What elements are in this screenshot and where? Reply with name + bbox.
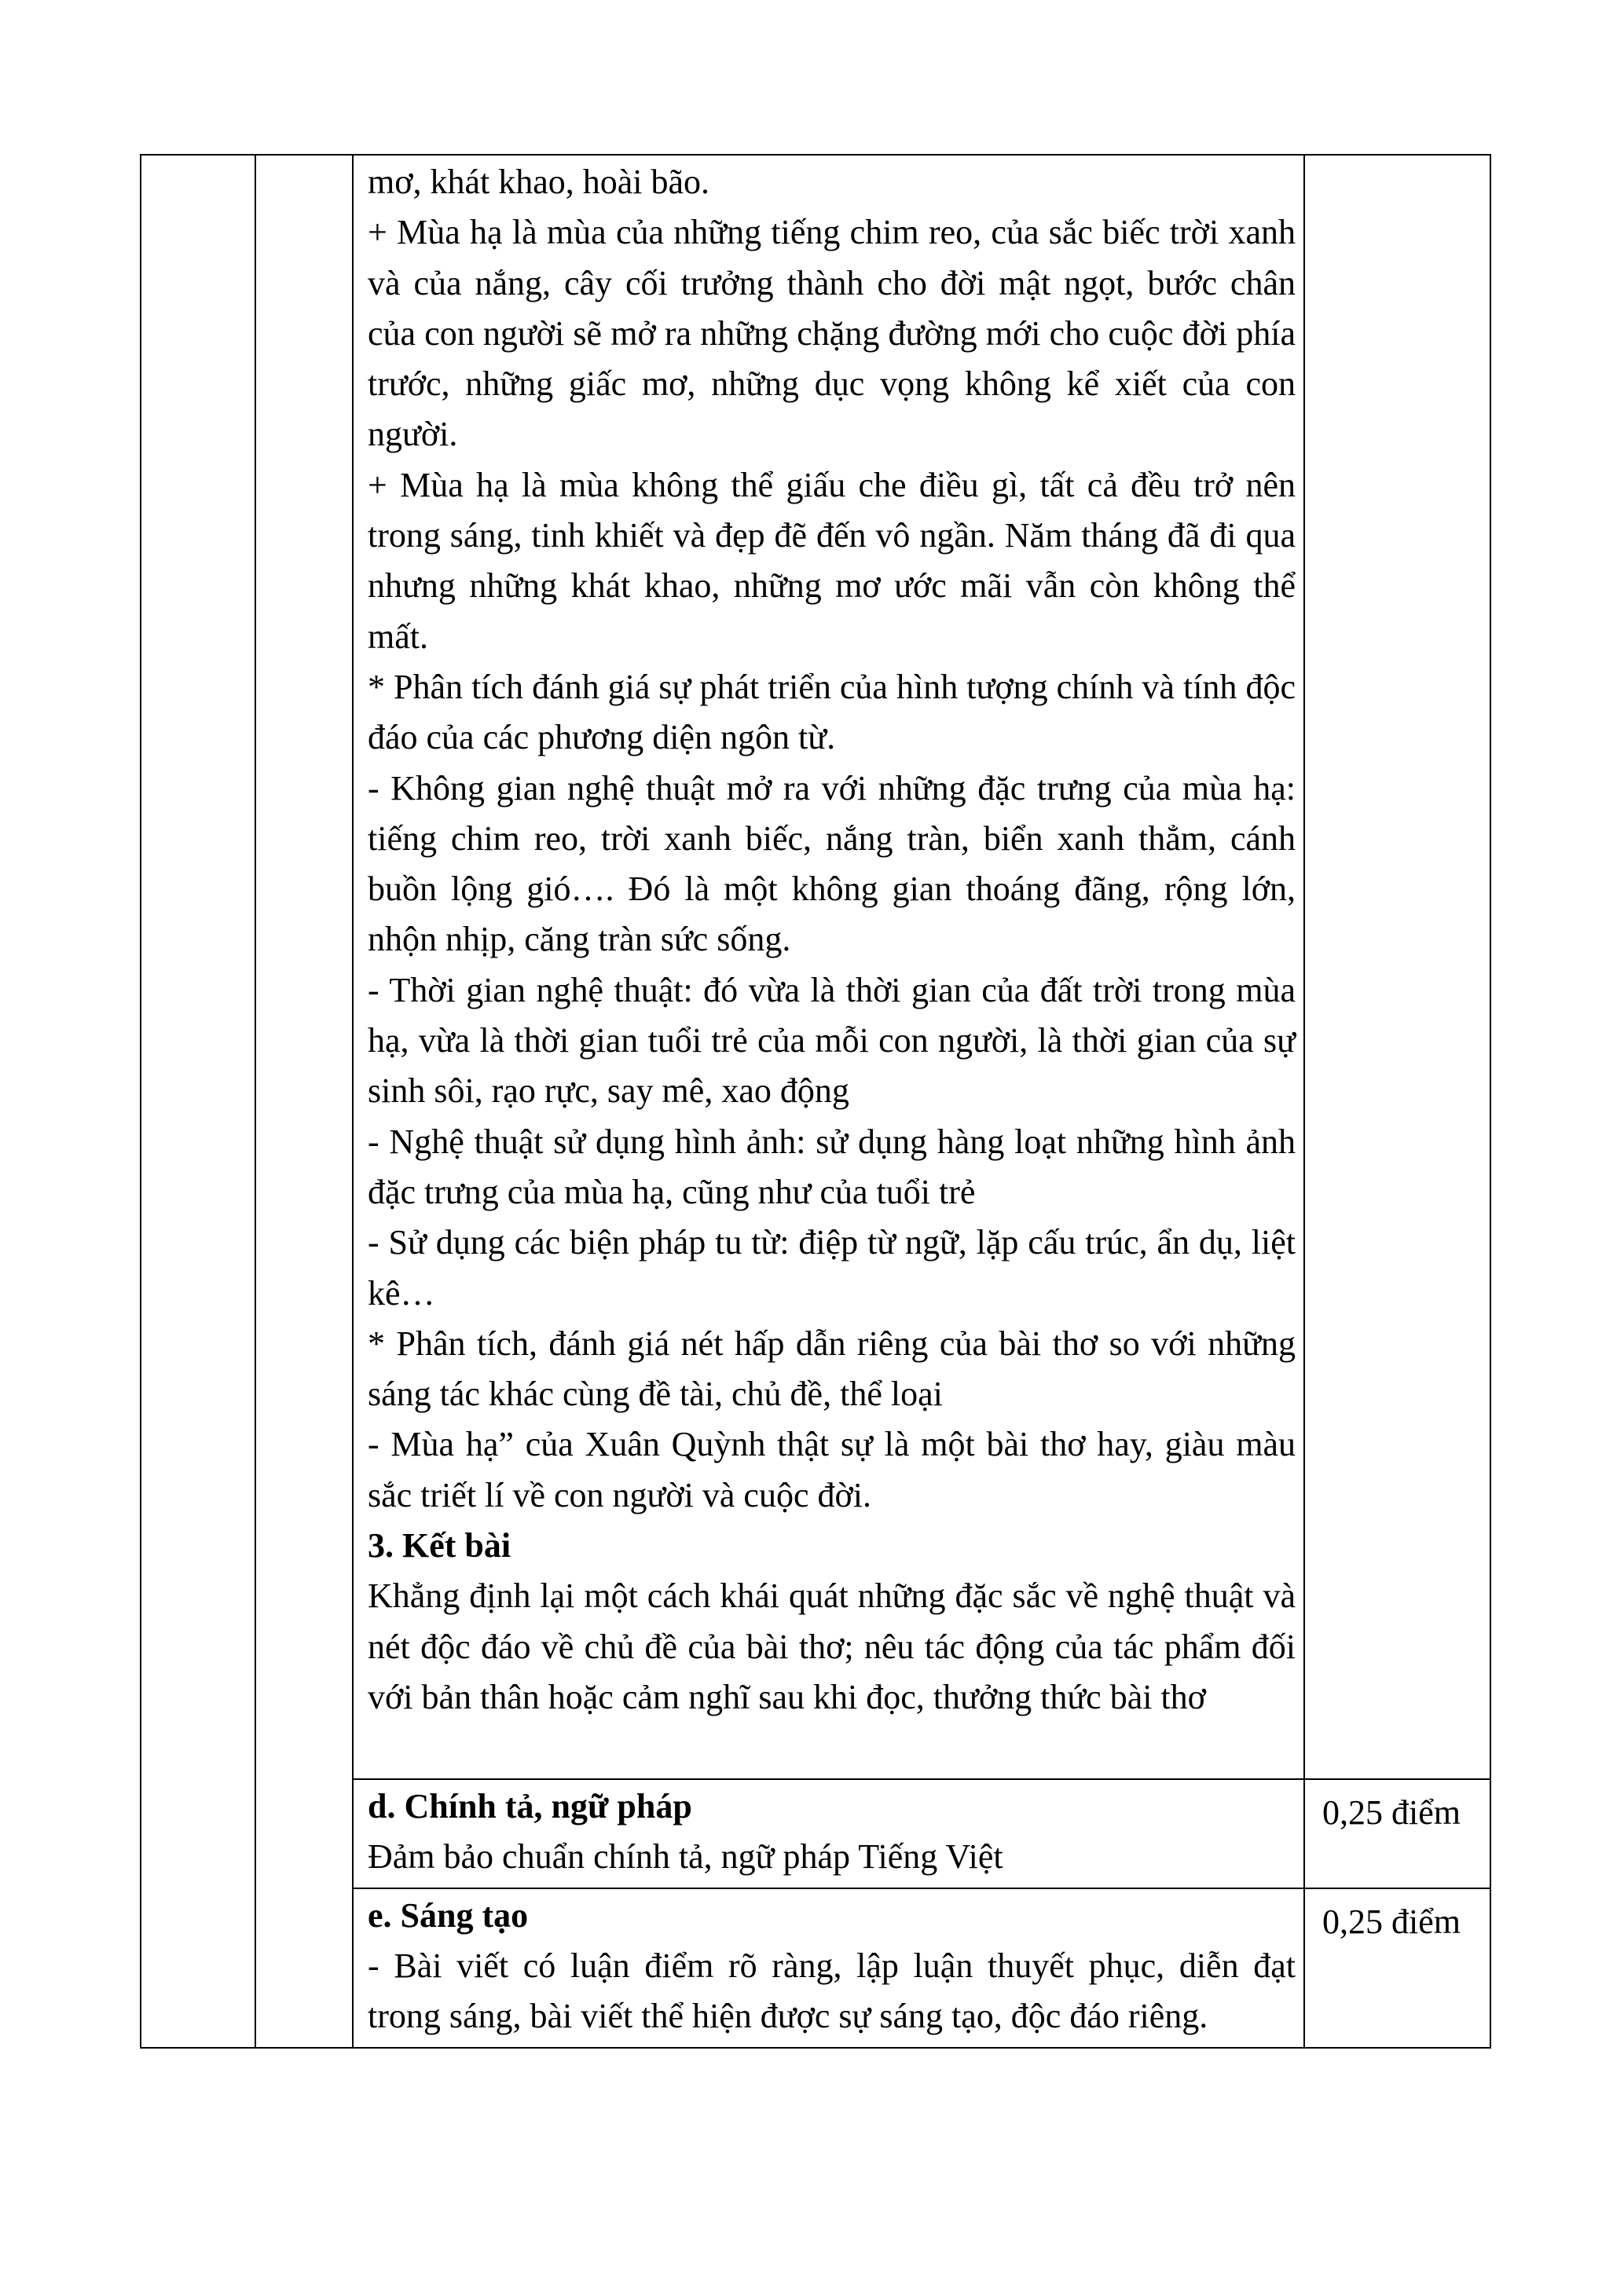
paragraph-hinh-tuong: * Phân tích đánh giá sự phát triển của hình tượng chính và tính độc đáo của các phương diện ngôn từ.: [368, 667, 1296, 757]
content-cell-creativity: [353, 1888, 1304, 2048]
paragraph-tu-tu: - Sử dụng các biện pháp tu từ: điệp từ ngữ, lặp cấu trúc, ẩn dụ, liệt kê…: [368, 1223, 1296, 1313]
content-cell-spelling: [353, 1779, 1304, 1888]
question-number-cell: [141, 155, 255, 2048]
paragraph-hinh-anh: - Nghệ thuật sử dụng hình ảnh: sử dụng hàng loạt những hình ảnh đặc trưng của mùa hạ, cũng như của tuổi trẻ: [368, 1122, 1296, 1211]
paragraph-xuan-quynh: - Mùa hạ” của Xuân Quỳnh thật sự là một bài thơ hay, giàu màu sắc triết lí về con người và cuộc đời.: [368, 1425, 1296, 1514]
paragraph-hap-dan: * Phân tích, đánh giá nét hấp dẫn riêng của bài thơ so với những sáng tác khác cùng đề tài, chủ đề, thể loại: [368, 1324, 1296, 1414]
spelling-heading: d. Chính tả, ngữ pháp: [368, 1787, 692, 1825]
paragraph-hoai-bao: mơ, khát khao, hoài bão.: [368, 163, 710, 201]
spelling-score: 0,25 điểm: [1322, 1793, 1461, 1832]
score-cell-creativity: [1304, 1888, 1490, 2048]
creativity-text: - Bài viết có luận điểm rõ ràng, lập luận thuyết phục, diễn đạt trong sáng, bài viết thể hiện được sự sáng tạo, độc đáo riêng.: [368, 1946, 1296, 2036]
creativity-score: 0,25 điểm: [1322, 1902, 1461, 1941]
creativity-heading: e. Sáng tạo: [368, 1895, 529, 1935]
score-cell-main: [1304, 155, 1490, 1779]
spelling-text: Đảm bảo chuẩn chính tả, ngữ pháp Tiếng Việt: [368, 1837, 1003, 1877]
conclusion-heading: 3. Kết bài: [368, 1526, 511, 1565]
paragraph-tieng-chim: + Mùa hạ là mùa của những tiếng chim reo, của sắc biếc trời xanh và của nắng, cây cối trưởng thành cho đời mật ngọt, bước chân của con người sẽ mở ra những chặng đường mới cho cuộc đời phía trước, những giấc mơ, những dục vọng không kể xiết của con người.: [368, 213, 1296, 454]
paragraph-thoi-gian: - Thời gian nghệ thuật: đó vừa là thời gian của đất trời trong mùa hạ, vừa là thời gian tuổi trẻ của mỗi con người, là thời gian của sự sinh sôi, rạo rực, say mê, xao động: [368, 970, 1296, 1111]
section-cell: [255, 155, 353, 2048]
score-cell-spelling: [1304, 1779, 1490, 1888]
paragraph-khong-gian: - Không gian nghệ thuật mở ra với những đặc trưng của mùa hạ: tiếng chim reo, trời xanh biếc, nắng tràn, biển xanh thẳm, cánh buồn lộng gió…. Đó là một không gian thoáng đãng, rộng lớn, nhộn nhịp, căng tràn sức sống.: [368, 768, 1296, 959]
conclusion-text: Khẳng định lại một cách khái quát những đặc sắc về nghệ thuật và nét độc đáo về chủ đề của bài thơ; nêu tác động của tác phẩm đối với bản thân hoặc cảm nghĩ sau khi đọc, thưởng thức bài thơ: [368, 1576, 1296, 1716]
table-row-main: [141, 155, 1490, 1779]
grading-table: [140, 154, 1491, 2049]
content-cell-main: [353, 155, 1304, 1779]
paragraph-giau-che: + Mùa hạ là mùa không thể giấu che điều gì, tất cả đều trở nên trong sáng, tinh khiết và đẹp đẽ đến vô ngần. Năm tháng đã đi qua nhưng những khát khao, những mơ ước mãi vẫn còn không thể mất.: [368, 465, 1296, 656]
